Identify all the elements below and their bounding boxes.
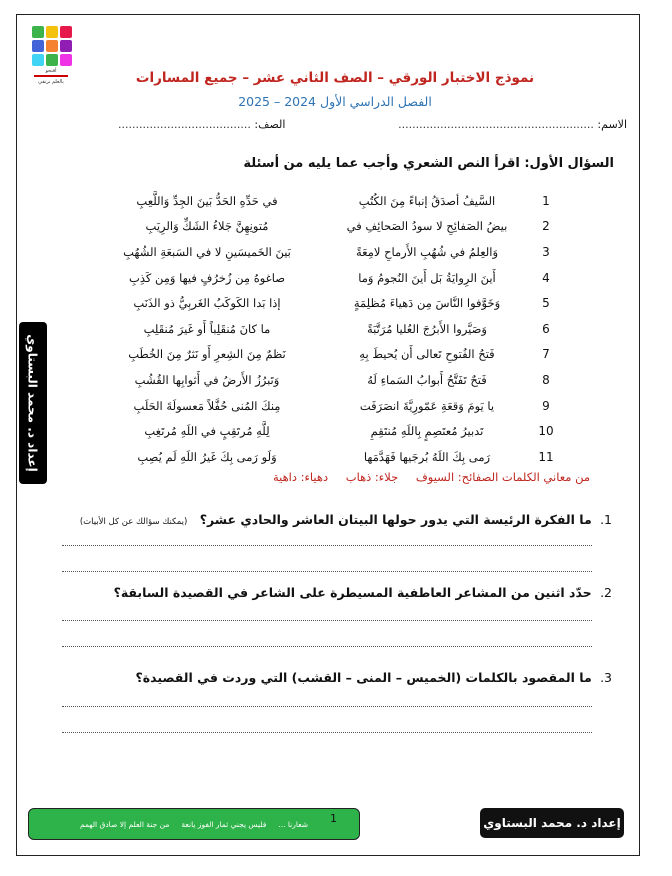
verse-row xyxy=(60,316,560,342)
poem-verses xyxy=(60,188,560,470)
verse-number: 7 xyxy=(542,347,550,362)
class-label: الصف: xyxy=(254,118,286,131)
verse-first-hemistich: وَخَوَّفوا النَّاسَ مِن دَهياءَ مُظلِمَةٍ xyxy=(353,296,501,311)
meaning-2: دهياء: داهية xyxy=(272,470,329,484)
verse-number: 10 xyxy=(538,424,554,439)
answer-line[interactable] xyxy=(62,545,592,546)
verse-row xyxy=(60,239,560,265)
verse-second-hemistich: نَظمٌ مِنَ الشِعرِ أَو نَثرٌ مِنَ الخُطَبِ xyxy=(128,347,286,362)
verse-second-hemistich: في حَدِّهِ الحَدُّ بَينَ الجِدِّ وَاللَّعِبِ xyxy=(136,193,278,208)
name-dots: ........................................................ xyxy=(398,118,594,131)
verse-row xyxy=(60,367,560,393)
verse-second-hemistich: إذا بَدا الكَوكَبُ الغَربِيُّ ذو الذَنَبِ xyxy=(133,296,281,311)
question-3 xyxy=(136,670,612,685)
question-number: 2. xyxy=(600,585,612,600)
verse-first-hemistich: وَالعِلمُ في شُهُبِ الأَرماحِ لامِعَةً xyxy=(355,244,499,259)
verse-second-hemistich: لِلَّهِ مُرتَقِبٍ في اللَهِ مُرتَغِبِ xyxy=(144,424,270,439)
verse-number: 3 xyxy=(542,244,550,259)
slogan-part-1: فليس يجني ثمار الفوز يانعة xyxy=(181,819,267,829)
question1-title: السؤال الأول: اقرأ النص الشعري وأجب عما يليه من أسئلة xyxy=(243,156,614,171)
verse-second-hemistich: وَتَبرُزُ الأَرضُ في أَثوابِها القُشُبِ xyxy=(134,372,280,387)
verse-second-hemistich: بَينَ الخَميسَينِ لا في السَبعَةِ الشُهُبِ xyxy=(123,244,291,259)
page-title: نموذج الاختبار الورقي – الصف الثاني عشر – جميع المسارات xyxy=(135,70,535,86)
question-1 xyxy=(80,512,612,527)
class-field[interactable] xyxy=(118,118,285,131)
verse-second-hemistich: صاغوهُ مِن زُخرُفٍ فيها وَمِن كَذِبِ xyxy=(129,270,285,285)
verse-number: 9 xyxy=(542,398,550,413)
verse-number: 1 xyxy=(542,193,550,208)
name-field[interactable] xyxy=(398,118,627,131)
side-author-text: إعداد د. محمد البستاوي xyxy=(26,334,41,472)
question-note: (يمكنك سؤالك عن كل الأبيات) xyxy=(79,517,188,527)
page-number: 1 xyxy=(330,812,337,825)
logo-subtext: بالعلم نرتقي xyxy=(38,79,64,85)
answer-line[interactable] xyxy=(62,620,592,621)
answer-line[interactable] xyxy=(62,646,592,647)
verse-first-hemistich: أَينَ الرِوايَةُ بَل أَينَ النُجومُ وَما xyxy=(358,270,496,285)
verse-second-hemistich: ما كانَ مُنقَلِباً أَو غَيرَ مُنقَلِبِ xyxy=(143,321,271,336)
verse-row xyxy=(60,444,560,470)
verse-first-hemistich: بيضُ الصَفائِحِ لا سودُ الصَحائِفِ في xyxy=(346,219,508,234)
verse-first-hemistich: تَدبيرُ مُعتَصِمٍ بِاللَهِ مُنتَقِمِ xyxy=(370,424,484,439)
answer-line[interactable] xyxy=(62,706,592,707)
question-number: 1. xyxy=(600,512,612,527)
logo-text: أفنحو xyxy=(45,68,57,74)
verse-number: 2 xyxy=(542,219,550,234)
verse-first-hemistich: يا يَومَ وَقعَةِ عَمّورِيَّةَ انصَرَفَت xyxy=(359,398,495,413)
question-2 xyxy=(114,585,612,600)
meaning-label: من معاني الكلمات الصفائح: السيوف xyxy=(415,470,590,484)
school-logo xyxy=(28,26,74,85)
verse-row xyxy=(60,214,560,240)
verse-first-hemistich: فَتحٌ تَفَتَّحُ أَبوابُ السَماءِ لَهُ xyxy=(367,372,487,387)
answer-line[interactable] xyxy=(62,732,592,733)
verse-second-hemistich: وَلَو رَمى بِكَ غَيرُ اللَهِ لَم يُصِبِ xyxy=(137,449,277,464)
verse-number: 6 xyxy=(542,321,550,336)
verse-row xyxy=(60,342,560,368)
meaning-1: جلاء: ذهاب xyxy=(345,470,399,484)
verse-number: 4 xyxy=(542,270,550,285)
class-dots: ...................................... xyxy=(118,118,251,131)
verse-second-hemistich: مِنكَ المُنى حُفَّلاً مَعسولَةَ الحَلَبِ xyxy=(133,398,281,413)
verse-first-hemistich: وَصَيَّروا الأَبرُجَ العُليا مُرَتَّبَةً xyxy=(367,321,487,336)
footer-author: إعداد د. محمد البستاوي xyxy=(480,808,624,838)
answer-line[interactable] xyxy=(62,571,592,572)
verse-number: 5 xyxy=(542,296,550,311)
question-text: ما الفكرة الرئيسة التي يدور حولها البيتان العاشر والحادي عشر؟ xyxy=(199,512,592,527)
verse-first-hemistich: السَّيفُ أصدَقُ إنباءً مِنَ الكُتُبِ xyxy=(358,193,496,208)
question-text: حدّد اثنين من المشاعر العاطفية المسيطرة على الشاعر في القصيدة السابقة؟ xyxy=(113,585,592,600)
page-subtitle: الفصل الدراسي الأول 2024 – 2025 xyxy=(238,94,432,109)
word-meanings xyxy=(150,470,590,484)
verse-number: 8 xyxy=(542,372,550,387)
question-number: 3. xyxy=(600,670,612,685)
verse-second-hemistich: مُتونِهِنَّ جَلاءُ الشَكِّ وَالرِيَبِ xyxy=(145,219,269,234)
verse-row xyxy=(60,393,560,419)
footer-slogan xyxy=(28,808,360,840)
side-author-tab xyxy=(19,322,47,484)
verse-row xyxy=(60,418,560,444)
question-text: ما المقصود بالكلمات (الخميس – المنى – القشب) التي وردت في القصيدة؟ xyxy=(135,670,592,685)
verse-row xyxy=(60,265,560,291)
verse-row xyxy=(60,188,560,214)
slogan-part-2: من جنة العلم إلا صادق الهمم xyxy=(79,819,170,829)
verse-first-hemistich: رَمى بِكَ اللَهُ بُرجَيها فَهَدَّمَها xyxy=(363,449,491,464)
slogan-label: شعارنا ... xyxy=(278,819,309,829)
name-label: الاسم: xyxy=(597,118,627,131)
verse-first-hemistich: فَتحُ الفُتوحِ تَعالى أَن يُحيطَ بِهِ xyxy=(359,347,495,362)
verse-row xyxy=(60,290,560,316)
verse-number: 11 xyxy=(538,449,554,464)
